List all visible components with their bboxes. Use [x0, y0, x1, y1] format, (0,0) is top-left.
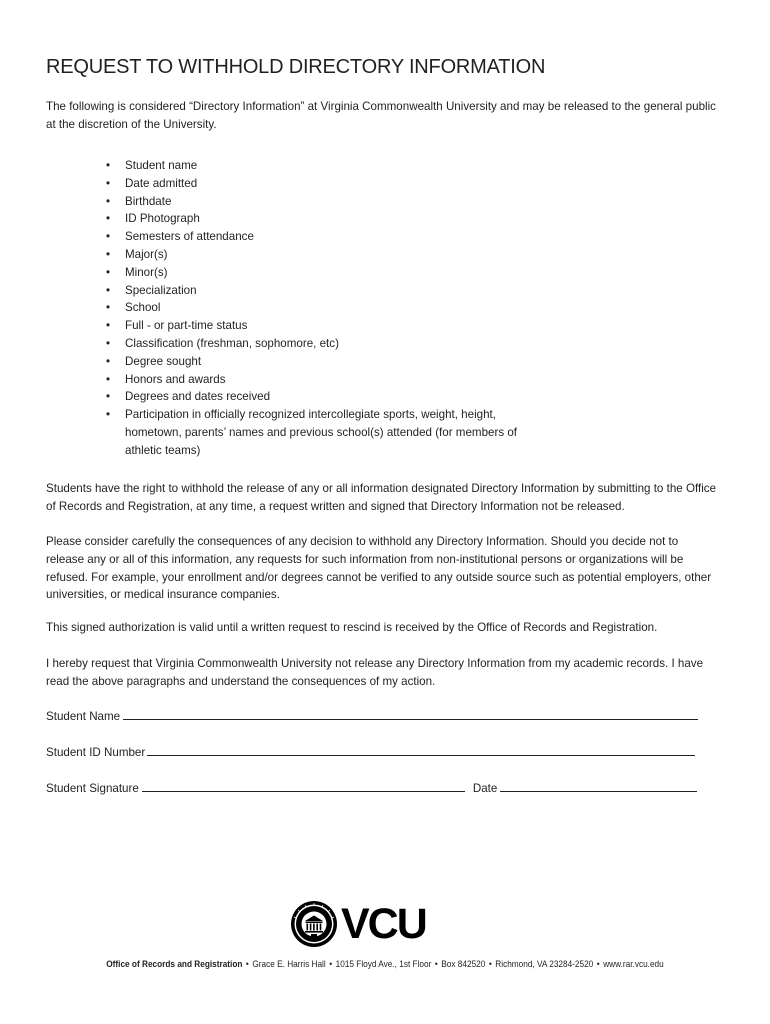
- footer-separator: •: [596, 958, 600, 969]
- list-item: • Birthdate: [106, 193, 536, 211]
- list-item: • Specialization: [106, 282, 536, 300]
- footer-separator: •: [434, 958, 438, 969]
- footer-office: Office of Records and Registration: [106, 958, 243, 969]
- student-signature-field[interactable]: [142, 779, 465, 792]
- student-name-row: [46, 707, 698, 726]
- footer-box: Box 842520: [441, 958, 486, 969]
- list-item: • Date admitted: [106, 175, 536, 193]
- list-item: • Semesters of attendance: [106, 228, 536, 246]
- vcu-seal-icon: [290, 900, 338, 948]
- list-item: • Honors and awards: [106, 371, 536, 389]
- student-name-label: Student Name: [46, 710, 121, 723]
- rights-paragraph: Students have the right to withhold the release of any or all information designated Directory Information by submitting to the Office of Records and Registration, at any time, a request written and signed that Directory Information not be released.: [46, 482, 717, 513]
- list-item: • Participation in officially recognized intercollegiate sports, weight, height, hometown, parents’ names and previous school(s) attended (for members of athletic teams): [106, 406, 536, 459]
- footer-address: 1015 Floyd Ave., 1st Floor: [335, 958, 432, 969]
- intro-paragraph: The following is considered “Directory Information” at Virginia Commonwealth University and may be released to the general public at the discretion of the University.: [46, 100, 716, 131]
- vcu-logo: [290, 898, 450, 950]
- list-item: • Degrees and dates received: [106, 388, 536, 406]
- footer-separator: •: [488, 958, 492, 969]
- list-item: • Classification (freshman, sophomore, etc): [106, 335, 536, 353]
- student-id-label: Student ID Number: [46, 746, 146, 759]
- list-item: • Student name: [106, 157, 536, 175]
- validity-paragraph: This signed authorization is valid until a written request to rescind is received by the Office of Records and Registration.: [46, 621, 658, 634]
- student-id-field[interactable]: [147, 743, 695, 756]
- footer-website[interactable]: www.rar.vcu.edu: [603, 958, 664, 969]
- signature-row: [46, 779, 697, 798]
- date-label: Date: [472, 782, 498, 795]
- student-signature-label: Student Signature: [46, 782, 139, 795]
- directory-info-list: [106, 157, 536, 460]
- footer-separator: •: [329, 958, 333, 969]
- date-field[interactable]: [500, 779, 697, 792]
- student-name-field[interactable]: [123, 707, 698, 720]
- footer: [46, 957, 724, 971]
- page-title: REQUEST TO WITHHOLD DIRECTORY INFORMATION: [46, 56, 546, 78]
- vcu-wordmark: VCU: [341, 900, 426, 948]
- list-item: • Minor(s): [106, 264, 536, 282]
- footer-separator: •: [245, 958, 249, 969]
- footer-building: Grace E. Harris Hall: [252, 958, 326, 969]
- list-item: • ID Photograph: [106, 210, 536, 228]
- list-item: • Full - or part-time status: [106, 317, 536, 335]
- student-id-row: [46, 743, 695, 762]
- list-item: • Degree sought: [106, 353, 536, 371]
- list-item: • School: [106, 299, 536, 317]
- request-paragraph: I hereby request that Virginia Commonwealth University not release any Directory Information from my academic records. I have read the above paragraphs and understand the consequences of my action.: [46, 657, 704, 688]
- list-item: • Major(s): [106, 246, 536, 264]
- footer-city: Richmond, VA 23284-2520: [495, 958, 594, 969]
- consequences-paragraph: Please consider carefully the consequences of any decision to withhold any Directory Information. Should you decide not to release any or all of this information, any requests for such information from non-institutional persons or organizations will be refused. For example, your enrollment and/or degrees cannot be verified to any outside source such as potential employers, other universities, or medical insurance companies.: [46, 535, 712, 602]
